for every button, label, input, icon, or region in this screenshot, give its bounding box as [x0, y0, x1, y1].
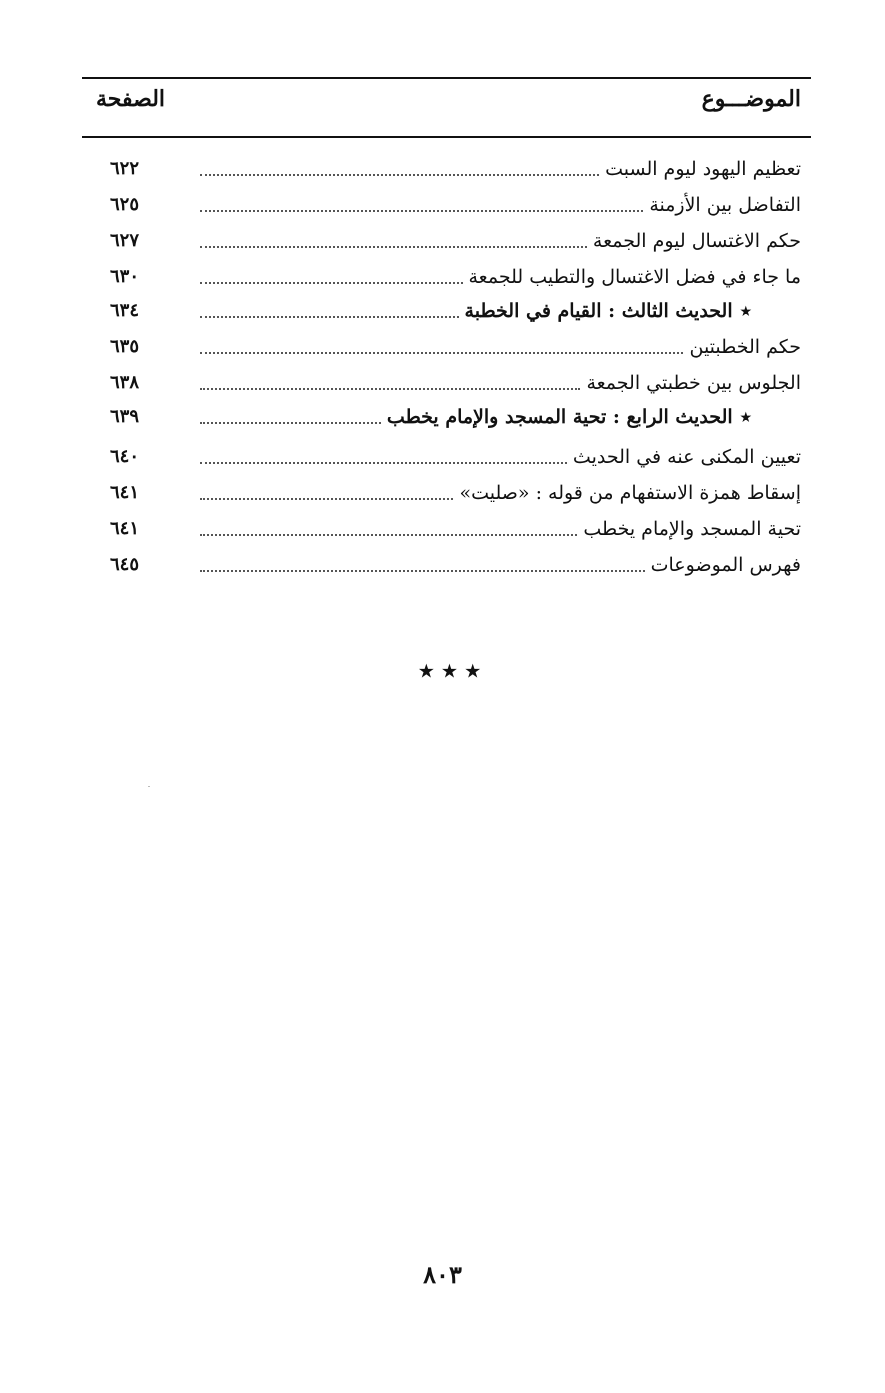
dot-leader: [200, 210, 643, 212]
toc-entry-page: ٦٢٧: [110, 230, 140, 251]
section-separator: ٭ ٭ ٭: [419, 656, 480, 686]
toc-entry-page: ٦٢٥: [110, 194, 140, 215]
toc-entry[interactable]: [82, 218, 811, 254]
toc-entry-title: [683, 334, 811, 360]
toc-entry-page: ٦٤٥: [110, 554, 140, 575]
dot-leader: [200, 498, 453, 500]
toc-entry-title: [459, 298, 811, 324]
toc-entry-page: ٦٣٥: [110, 336, 140, 357]
topic-column-heading: الموضـــوع: [701, 86, 801, 112]
page-number: ٨٠٣: [423, 1260, 462, 1289]
toc-entry-text: إسقاط همزة الاستفهام من قوله : «صليت»: [459, 482, 801, 504]
dot-leader: [200, 316, 459, 318]
toc-entry-page: ٦٤١: [110, 518, 140, 539]
toc-entry[interactable]: [82, 470, 811, 506]
top-rule: [82, 77, 811, 79]
dot-leader: [200, 462, 567, 464]
toc-entry-page: ٦٣٠: [110, 266, 140, 287]
toc-entry[interactable]: [82, 182, 811, 218]
toc-entry[interactable]: [82, 396, 811, 430]
toc-entry-text: الحديث الرابع : تحية المسجد والإمام يخطب: [386, 406, 733, 428]
toc-entry-title: [381, 404, 811, 430]
toc-entry[interactable]: [82, 542, 811, 578]
toc-entry-title: [645, 552, 811, 578]
toc-entry[interactable]: [82, 324, 811, 360]
toc-header: [82, 84, 811, 128]
dot-leader: [200, 534, 577, 536]
toc-list: [82, 146, 811, 578]
toc-entry[interactable]: [82, 254, 811, 290]
toc-entry-text: الحديث الثالث : القيام في الخطبة: [464, 300, 733, 322]
dot-leader: [200, 352, 683, 354]
toc-entry-page: ٦٣٨: [110, 372, 140, 393]
toc-entry[interactable]: [82, 290, 811, 324]
dot-leader: [200, 246, 587, 248]
toc-entry-title: [567, 444, 811, 470]
section-marker-icon: ٭: [740, 300, 751, 322]
dot-leader: [200, 570, 645, 572]
toc-entry-page: ٦٤١: [110, 482, 140, 503]
toc-entry[interactable]: [82, 360, 811, 396]
toc-entry-text: التفاضل بين الأزمنة: [649, 194, 801, 216]
toc-entry-title: [453, 480, 811, 506]
header-rule: [82, 136, 811, 138]
section-marker-icon: ٭: [740, 406, 751, 428]
toc-entry[interactable]: [82, 146, 811, 182]
toc-entry-text: ما جاء في فضل الاغتسال والتطيب للجمعة: [468, 266, 801, 288]
toc-entry-page: ٦٣٤: [110, 300, 140, 321]
toc-entry-title: [580, 370, 811, 396]
toc-entry-text: تعيين المكنى عنه في الحديث: [572, 446, 801, 468]
toc-entry-title: [599, 156, 811, 182]
dot-leader: [200, 174, 599, 176]
toc-entry-page: ٦٣٩: [110, 406, 140, 427]
toc-entry[interactable]: [82, 430, 811, 470]
toc-entry-text: الجلوس بين خطبتي الجمعة: [586, 372, 801, 394]
page-column-heading: الصفحة: [96, 86, 166, 112]
toc-entry-text: حكم الخطبتين: [689, 336, 801, 358]
dot-leader: [200, 422, 381, 424]
toc-entry[interactable]: [82, 506, 811, 542]
toc-entry-page: ٦٤٠: [110, 446, 140, 467]
print-speck: [148, 786, 150, 787]
toc-entry-text: حكم الاغتسال ليوم الجمعة: [592, 230, 801, 252]
dot-leader: [200, 388, 580, 390]
toc-entry-title: [643, 192, 811, 218]
toc-entry-title: [587, 228, 811, 254]
toc-entry-title: [577, 516, 811, 542]
toc-entry-text: تحية المسجد والإمام يخطب: [583, 518, 801, 540]
dot-leader: [200, 282, 463, 284]
toc-entry-page: ٦٢٢: [110, 158, 140, 179]
toc-entry-title: [463, 264, 812, 290]
toc-entry-text: فهرس الموضوعات: [650, 554, 801, 576]
toc-entry-text: تعظيم اليهود ليوم السبت: [605, 158, 801, 180]
